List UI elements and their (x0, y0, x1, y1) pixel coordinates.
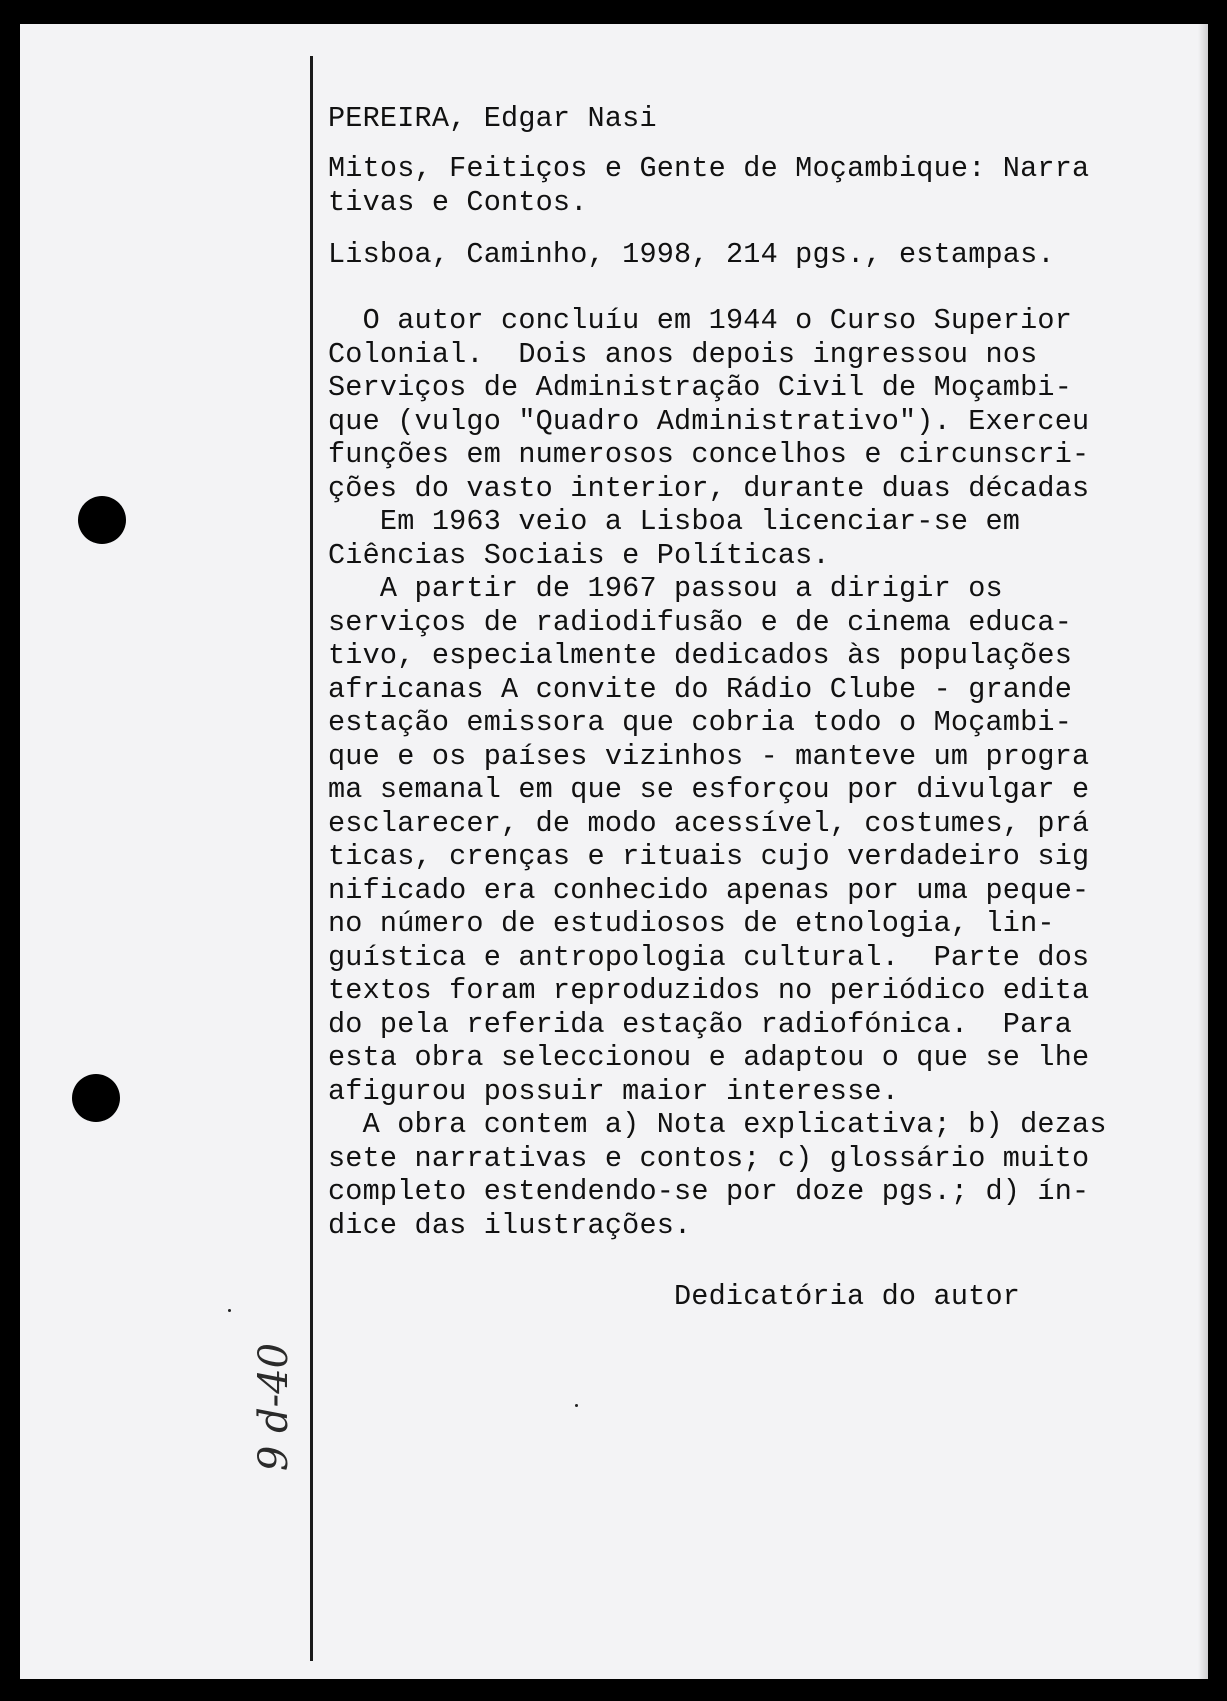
body-line: ma semanal em que se esforçou por divulgar e (328, 773, 1090, 806)
body-line: Colonial. Dois anos depois ingressou nos (328, 337, 1038, 371)
pencil-dot (575, 1404, 578, 1407)
title-line-2: tivas e Contos. (328, 186, 588, 219)
body-line: A obra contem a) Nota explicativa; b) dezas (328, 1108, 1107, 1141)
body-text (328, 304, 1107, 1242)
body-line: no número de estudiosos de etnologia, lin- (328, 907, 1055, 940)
title-line-1: Mitos, Feitiços e Gente de Moçambique: Narra (328, 152, 1090, 185)
closing-line: Dedicatória do autor (674, 1280, 1021, 1313)
document-page (20, 24, 1208, 1679)
body-line: Serviços de Administração Civil de Moçambi- (328, 371, 1073, 404)
body-line: que e os países vizinhos - manteve um progra (328, 739, 1090, 773)
body-line: Ciências Sociais e Políticas. (328, 538, 830, 572)
body-line: esclarecer, de modo acessível, costumes, prá (328, 806, 1090, 840)
punch-hole-bottom (72, 1074, 120, 1122)
body-line: funções em numerosos concelhos e circunscri- (328, 438, 1090, 471)
body-line: dice das ilustrações. (328, 1208, 692, 1242)
body-line: do pela referida estação radiofónica. Para (328, 1007, 1073, 1041)
body-line: sete narrativas e contos; c) glossário muito (328, 1141, 1090, 1175)
punch-hole-top (78, 496, 126, 544)
body-line: esta obra seleccionou e adaptou o que se lhe (328, 1041, 1090, 1074)
body-line: afigurou possuir maior interesse. (328, 1074, 899, 1108)
pencil-dot (228, 1309, 231, 1312)
publication-line: Lisboa, Caminho, 1998, 214 pgs., estampas. (328, 238, 1055, 271)
body-line: africanas A convite do Rádio Clube - grande (328, 672, 1073, 706)
paper-edge-shadow (1198, 24, 1208, 1679)
body-line: tivo, especialmente dedicados às populações (328, 639, 1073, 672)
body-line: ticas, crenças e rituais cujo verdadeiro sig (328, 840, 1090, 873)
author-line: PEREIRA, Edgar Nasi (328, 102, 657, 135)
body-line: ções do vasto interior, durante duas décadas (328, 471, 1090, 505)
body-line: O autor concluíu em 1944 o Curso Superior (328, 304, 1073, 337)
body-line: nificado era conhecido apenas por uma peque- (328, 873, 1090, 907)
body-line: estação emissora que cobria todo o Moçambi- (328, 706, 1073, 739)
body-line: Em 1963 veio a Lisboa licenciar-se em (328, 505, 1021, 538)
margin-line (310, 56, 313, 1661)
body-line: textos foram reproduzidos no periódico edita (328, 974, 1090, 1007)
body-line: completo estendendo-se por doze pgs.; d) ín- (328, 1175, 1090, 1208)
body-line: A partir de 1967 passou a dirigir os (328, 572, 1003, 605)
body-line: guística e antropologia cultural. Parte dos (328, 940, 1090, 974)
handwritten-reference: 9 d-40 (251, 1342, 298, 1472)
body-line: serviços de radiodifusão e de cinema educa- (328, 605, 1073, 639)
body-line: que (vulgo "Quadro Administrativo"). Exerceu (328, 404, 1090, 438)
